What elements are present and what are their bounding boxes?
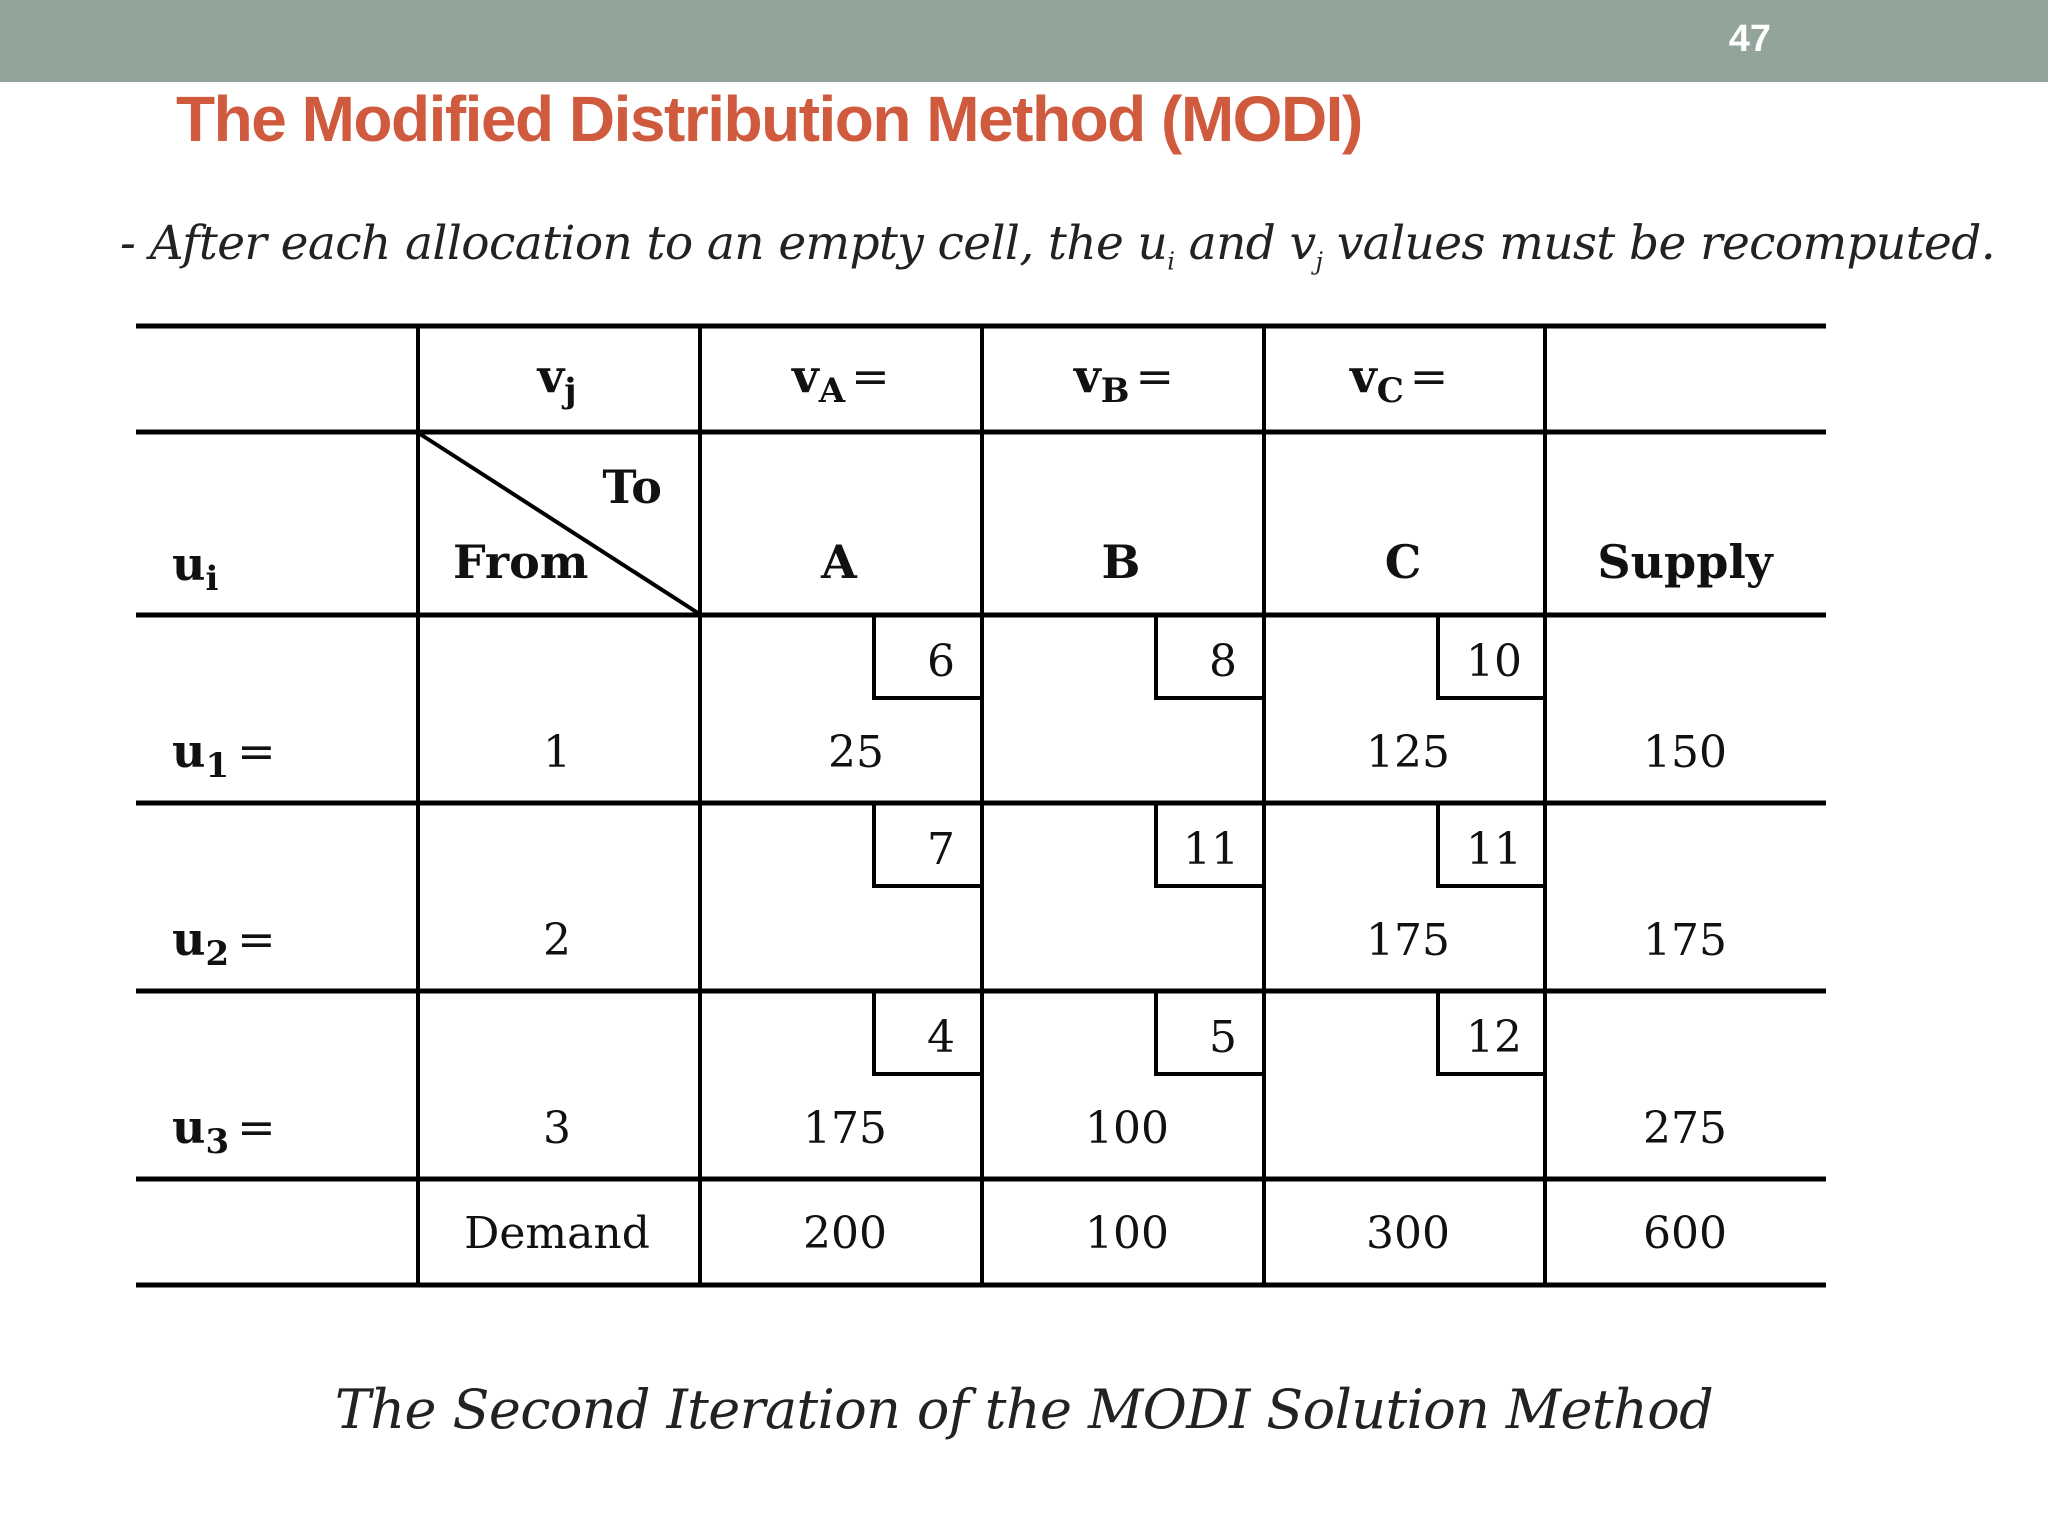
vc-header: $v_C$ = — [1350, 349, 1449, 411]
row-3-alloc-b: 100 — [1085, 1103, 1169, 1154]
row-1-cost-a: 6 — [927, 636, 955, 687]
slide-number: 47 — [1728, 18, 1771, 60]
demand-c: 300 — [1366, 1208, 1450, 1259]
column-header-c: C — [1384, 535, 1422, 589]
row-2-cost-b: 11 — [1183, 824, 1239, 875]
subtitle-mid: and v — [1174, 216, 1316, 271]
row-3-cost-b: 5 — [1209, 1012, 1237, 1063]
row-1-alloc-a: 25 — [828, 727, 884, 778]
row-1-alloc-c: 125 — [1366, 727, 1450, 778]
row-2-from: 2 — [543, 915, 571, 966]
corner-to-label: To — [602, 460, 662, 514]
ui-header: $u_i$ — [172, 537, 219, 599]
slide-title: The Modified Distribution Method (MODI) — [176, 83, 1362, 155]
row-2-u-label: $u_2$ = — [172, 912, 276, 974]
demand-b: 100 — [1085, 1208, 1169, 1259]
subtitle-sub-j: j — [1315, 247, 1323, 276]
row-3-from: 3 — [543, 1103, 571, 1154]
column-header-a: A — [821, 535, 857, 589]
vb-header: $v_B$ = — [1074, 349, 1175, 411]
subtitle-suffix: values must be recomputed. — [1322, 216, 1996, 271]
row-3-u-label: $u_3$ = — [172, 1100, 276, 1162]
row-1-supply: 150 — [1643, 727, 1727, 778]
demand-label: Demand — [464, 1208, 650, 1259]
row-1-cost-c: 10 — [1466, 636, 1522, 687]
total-supply-demand: 600 — [1643, 1208, 1727, 1259]
row-1-u-label: $u_1$ = — [172, 724, 276, 786]
row-1-cost-b: 8 — [1209, 636, 1237, 687]
row-3-supply: 275 — [1643, 1103, 1727, 1154]
column-header-b: B — [1101, 535, 1141, 589]
vj-header: $v_j$ — [537, 349, 577, 411]
va-header: $v_A$ = — [792, 349, 890, 411]
row-3-alloc-a: 175 — [803, 1103, 887, 1154]
demand-a: 200 — [803, 1208, 887, 1259]
subtitle-prefix: - After each allocation to an empty cell, the u — [120, 216, 1168, 271]
row-2-cost-a: 7 — [927, 824, 955, 875]
corner-from-label: From — [453, 535, 589, 589]
row-1-from: 1 — [543, 727, 571, 778]
subtitle-sub-i: i — [1167, 247, 1175, 276]
row-3-cost-a: 4 — [927, 1012, 955, 1063]
row-2-supply: 175 — [1643, 915, 1727, 966]
row-3-cost-c: 12 — [1466, 1012, 1522, 1063]
row-2-cost-c: 11 — [1466, 824, 1522, 875]
row-2-alloc-c: 175 — [1366, 915, 1450, 966]
supply-header: Supply — [1597, 535, 1773, 589]
table-caption: The Second Iteration of the MODI Solution Method — [334, 1378, 1714, 1441]
